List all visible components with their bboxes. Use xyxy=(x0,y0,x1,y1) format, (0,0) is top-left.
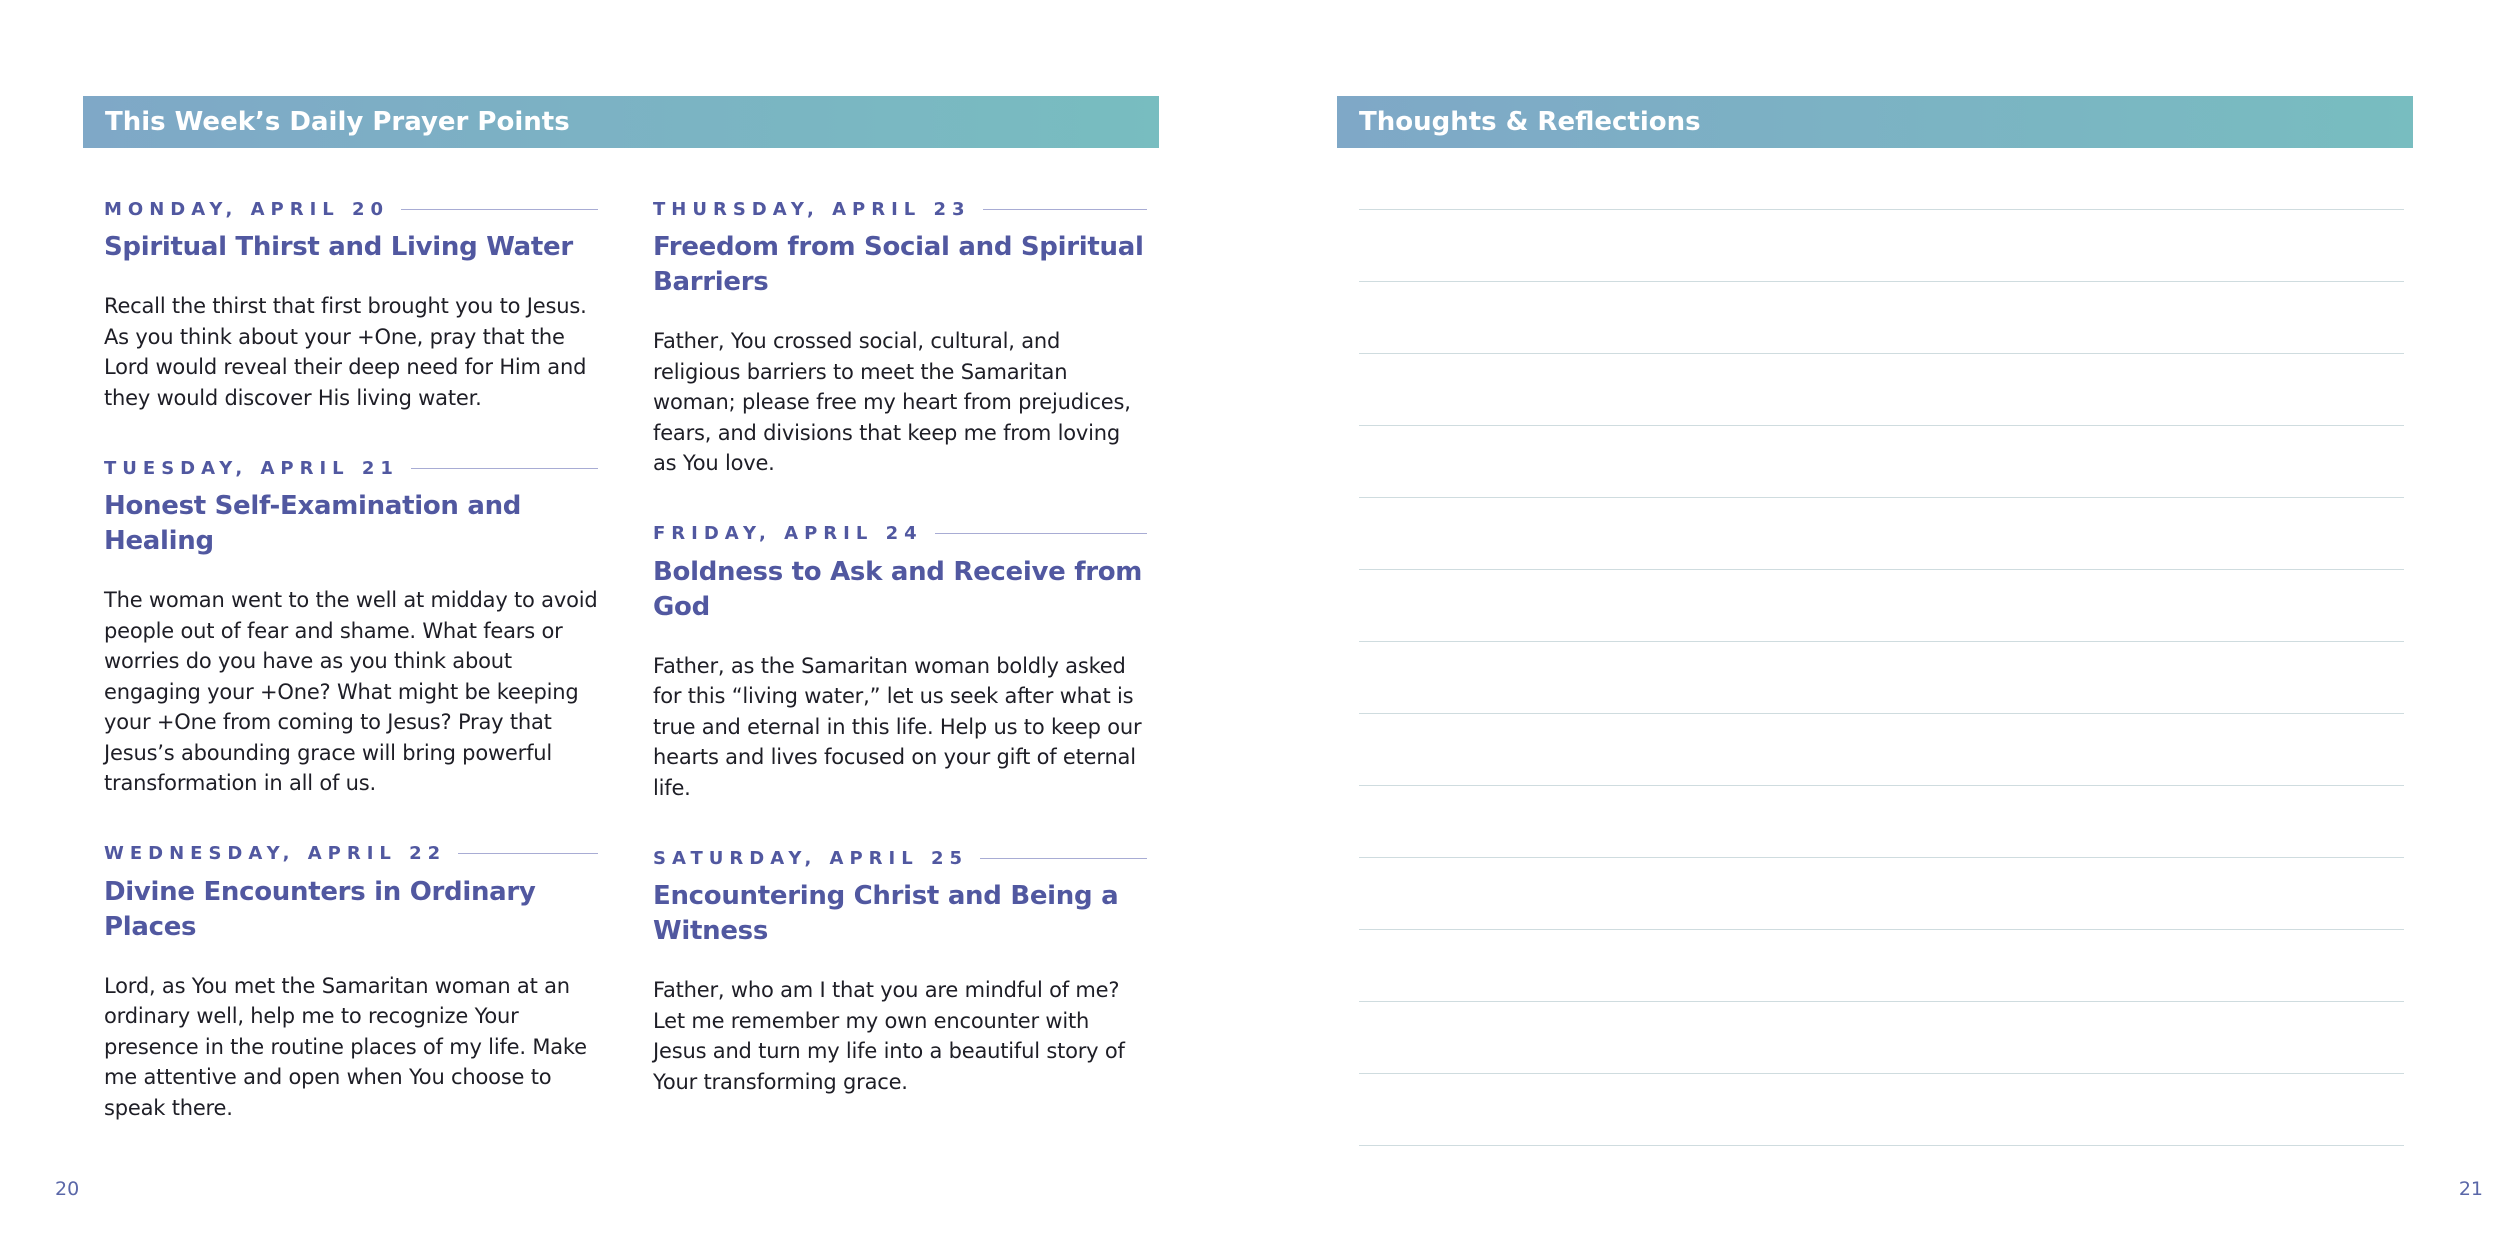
writing-line xyxy=(1359,1073,2404,1074)
day-divider xyxy=(935,533,1147,534)
writing-line xyxy=(1359,713,2404,714)
writing-line xyxy=(1359,353,2404,354)
day-row xyxy=(653,196,1147,222)
page-number-right: 21 xyxy=(2458,1178,2483,1200)
day-divider xyxy=(411,468,598,469)
prayer-column-2 xyxy=(653,196,1147,1139)
writing-line xyxy=(1359,641,2404,642)
day-label: FRIDAY, APRIL 24 xyxy=(653,523,923,544)
prayer-body: Lord, as You met the Samaritan woman at an ordinary well, help me to recognize Your presence in the routine places of my life. Make me attentive and open when You choose to speak there. xyxy=(104,973,587,1120)
writing-line xyxy=(1359,209,2404,210)
day-row xyxy=(653,521,1147,547)
prayer-entry xyxy=(104,196,598,413)
day-label: MONDAY, APRIL 20 xyxy=(104,198,390,220)
day-row xyxy=(104,196,598,222)
day-row xyxy=(104,455,598,481)
prayer-body: Father, You crossed social, cultural, and religious barriers to meet the Samaritan woman; please free my heart from prejudices, fears, and divisions that keep me from loving as You love. xyxy=(653,329,1131,475)
prayer-column-1 xyxy=(104,196,598,1165)
writing-line xyxy=(1359,1145,2404,1146)
day-divider xyxy=(458,853,598,854)
prayer-title: Encountering Christ and Being a Witness xyxy=(653,881,1119,946)
prayer-body: Recall the thirst that first brought you to Jesus. As you think about your +One, pray that the Lord would reveal their deep need for Him and they would discover His living water. xyxy=(104,294,587,410)
right-page xyxy=(1250,0,2500,1250)
writing-lines xyxy=(1359,209,2404,1217)
day-divider xyxy=(401,209,598,210)
day-row xyxy=(653,845,1147,871)
day-label: SATURDAY, APRIL 25 xyxy=(653,847,969,869)
prayer-title: Divine Encounters in Ordinary Places xyxy=(104,876,536,942)
prayer-body: Father, who am I that you are mindful of me? Let me remember my own encounter with Jesus and turn my life into a beautiful story of Your transforming grace. xyxy=(653,978,1125,1094)
day-divider xyxy=(983,209,1147,210)
day-divider xyxy=(980,858,1147,859)
prayer-title: Boldness to Ask and Receive from God xyxy=(653,556,1143,622)
prayer-entry xyxy=(104,841,598,1124)
writing-line xyxy=(1359,929,2404,930)
writing-line xyxy=(1359,785,2404,786)
day-label: WEDNESDAY, APRIL 22 xyxy=(104,843,447,864)
prayer-entry xyxy=(653,521,1147,804)
prayer-entry xyxy=(104,455,598,799)
prayer-points-header: This Week’s Daily Prayer Points xyxy=(83,96,1159,148)
prayer-body: The woman went to the well at midday to avoid people out of fear and shame. What fears or worries do you have as you think about engaging your +One? What might be keeping your +One from coming to Jesus? Pray that Jesus’s abounding grace will bring powerful transformation in all of us. xyxy=(104,588,598,795)
writing-line xyxy=(1359,857,2404,858)
writing-line xyxy=(1359,569,2404,570)
prayer-title: Spiritual Thirst and Living Water xyxy=(104,232,573,262)
writing-line xyxy=(1359,281,2404,282)
prayer-body: Father, as the Samaritan woman boldly asked for this “living water,” let us seek after what is true and eternal in this life. Help us to keep our hearts and lives focused on your gift of eternal life. xyxy=(653,653,1142,800)
writing-line xyxy=(1359,497,2404,498)
prayer-entry xyxy=(653,196,1147,479)
writing-line xyxy=(1359,1001,2404,1002)
day-label: TUESDAY, APRIL 21 xyxy=(104,457,399,479)
day-row xyxy=(104,841,598,867)
prayer-title: Honest Self-Examination and Healing xyxy=(104,491,522,556)
day-label: THURSDAY, APRIL 23 xyxy=(653,198,971,220)
prayer-entry xyxy=(653,845,1147,1097)
prayer-title: Freedom from Social and Spiritual Barriers xyxy=(653,232,1144,297)
writing-line xyxy=(1359,425,2404,426)
reflections-header: Thoughts & Reflections xyxy=(1337,96,2413,148)
page-number-left: 20 xyxy=(55,1178,80,1200)
